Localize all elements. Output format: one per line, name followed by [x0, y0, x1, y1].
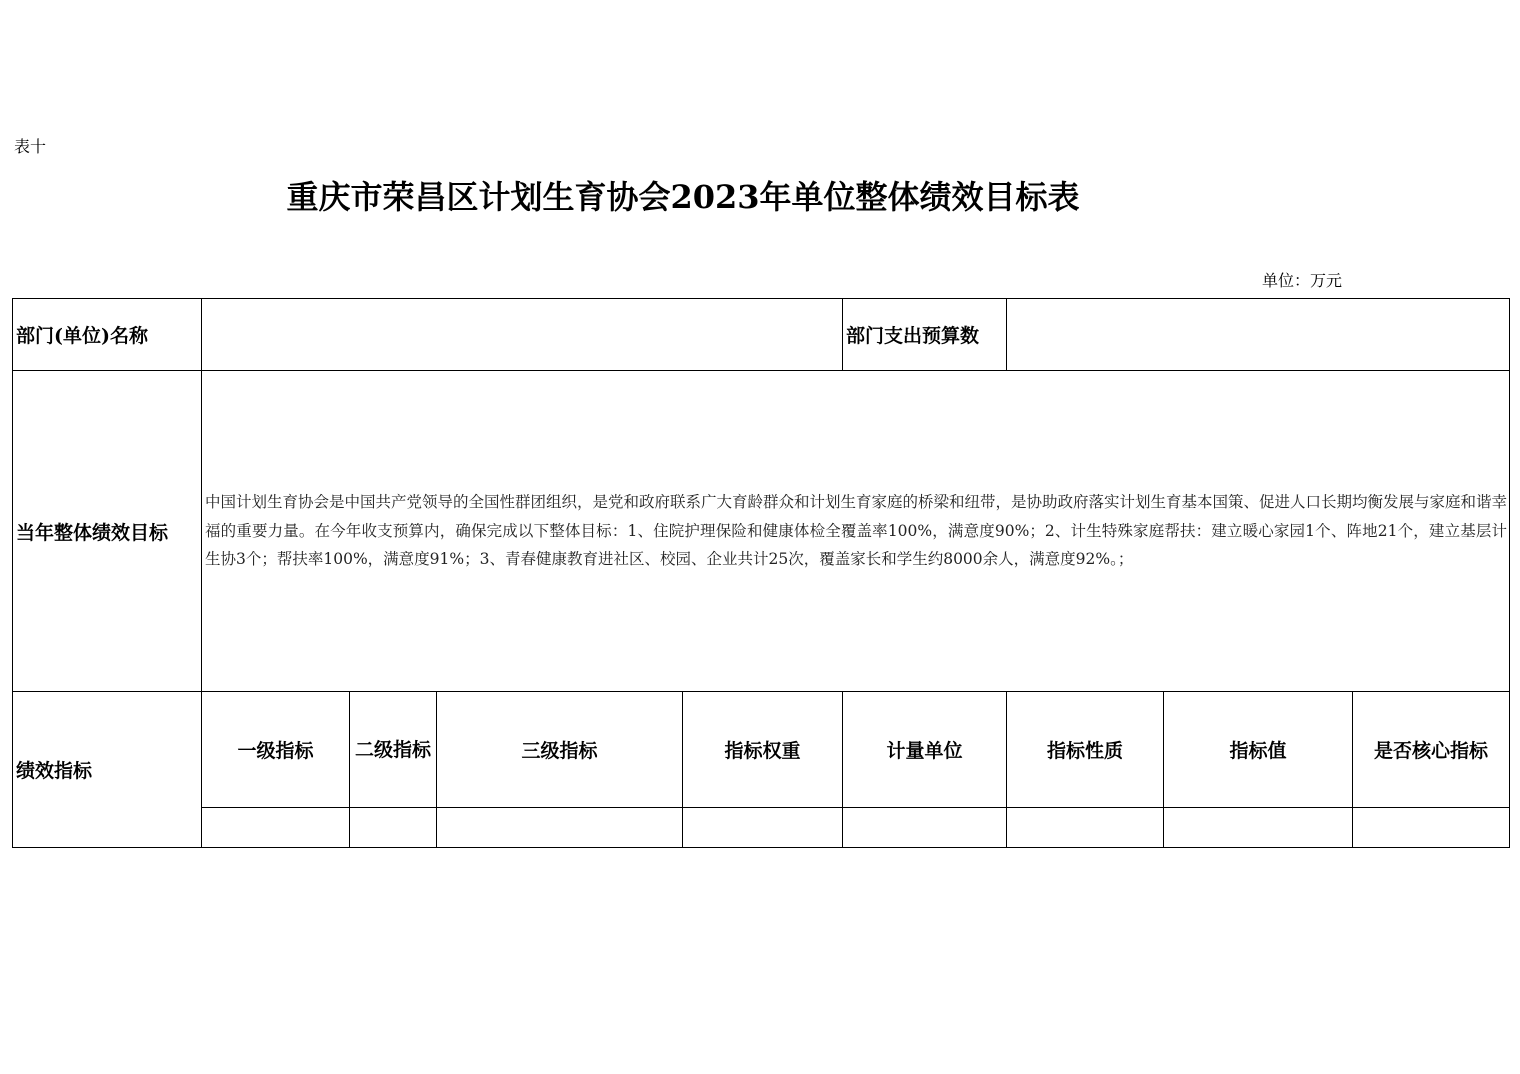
unit-note: 单位：万元: [1262, 271, 1343, 290]
header-value: 指标值: [1164, 692, 1353, 808]
cell-nature: [1007, 808, 1164, 848]
cell-level2: [350, 808, 437, 848]
budget-label: 部门支出预算数: [843, 299, 1007, 371]
cell-core: [1353, 808, 1510, 848]
cell-level3: [437, 808, 683, 848]
header-level1: 一级指标: [202, 692, 350, 808]
header-level3: 三级指标: [437, 692, 683, 808]
header-row: [13, 692, 1510, 808]
indicator-empty-row: [13, 808, 1510, 848]
dept-row: [13, 299, 1510, 371]
cell-unit: [843, 808, 1007, 848]
cell-value: [1164, 808, 1353, 848]
document-title: 重庆市荣昌区计划生育协会2023年单位整体绩效目标表: [286, 178, 1080, 216]
header-core: 是否核心指标: [1353, 692, 1510, 808]
perf-indicator-label: 绩效指标: [13, 692, 202, 848]
cell-weight: [683, 808, 843, 848]
cell-level1: [202, 808, 350, 848]
header-unit: 计量单位: [843, 692, 1007, 808]
goal-row: [13, 371, 1510, 692]
header-weight: 指标权重: [683, 692, 843, 808]
goal-text: 中国计划生育协会是中国共产党领导的全国性群团组织，是党和政府联系广大育龄群众和计划生育家庭的桥梁和纽带，是协助政府落实计划生育基本国策、促进人口长期均衡发展与家庭和谐幸福的重要力量。在今年收支预算内，确保完成以下整体目标：1、住院护理保险和健康体检全覆盖率100%，满意度90%；2、计生特殊家庭帮扶：建立暖心家园1个、阵地21个，建立基层计生协3个；帮扶率100%，满意度91%；3、青春健康教育进社区、校园、企业共计25次，覆盖家长和学生约8000余人，满意度92%。；: [202, 371, 1510, 692]
dept-name-label: 部门(单位)名称: [13, 299, 202, 371]
table-number-label: 表十: [14, 137, 47, 156]
header-nature: 指标性质: [1007, 692, 1164, 808]
dept-name-value: [202, 299, 843, 371]
goal-label: 当年整体绩效目标: [13, 371, 202, 692]
performance-goal-table: [12, 298, 1510, 848]
budget-value: [1007, 299, 1510, 371]
header-level2: 二级指标: [350, 692, 437, 808]
